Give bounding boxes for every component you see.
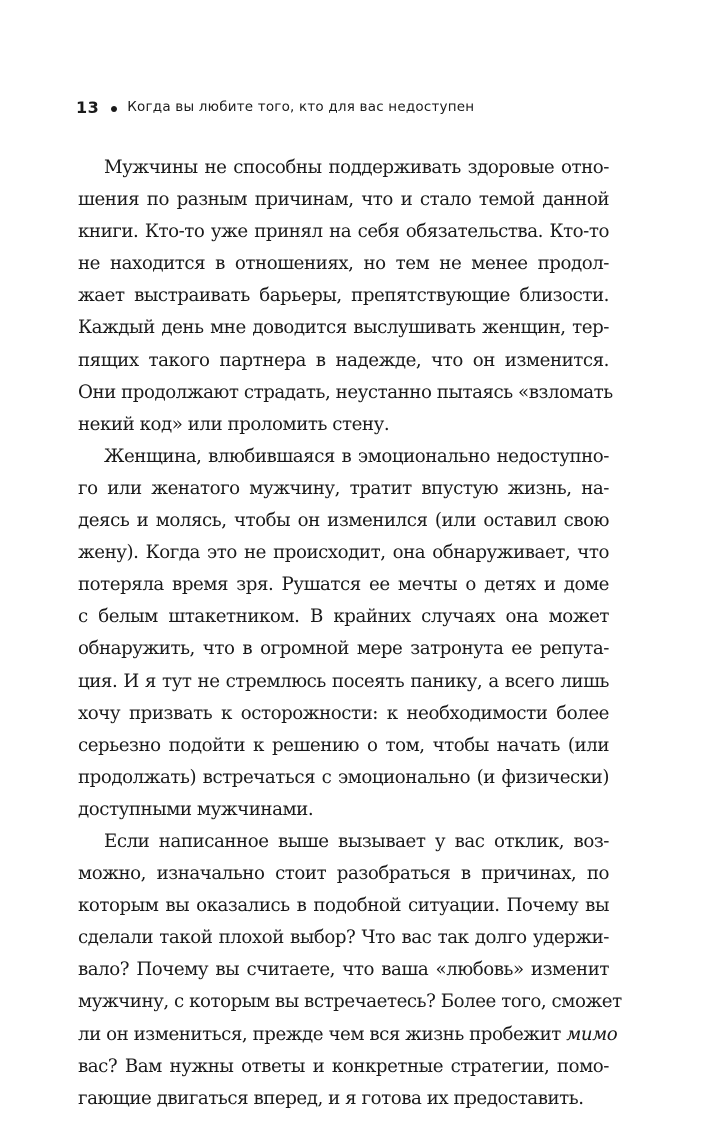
text-line: деясь и молясь, чтобы он изменился (или оставил свою bbox=[78, 510, 609, 532]
text-line: потеряла время зря. Рушатся ее мечты о детях и доме bbox=[78, 574, 609, 596]
text-line: Они продолжают страдать, неустанно пытаясь «взломать bbox=[78, 381, 613, 403]
text-line: вас? Вам нужны ответы и конкретные стратегии, помо- bbox=[78, 1055, 609, 1077]
text-line: гающие двигаться вперед, и я готова их предоставить. bbox=[78, 1087, 584, 1109]
text-line: Женщина, влюбившаяся в эмоционально недоступно- bbox=[104, 445, 609, 467]
text-line: хочу призвать к осторожности: к необходимости более bbox=[78, 702, 609, 724]
text-line: обнаружить, что в огромной мере затронута ее репута- bbox=[78, 638, 609, 660]
text-line: книги. Кто-то уже принял на себя обязательства. Кто-то bbox=[78, 221, 609, 243]
text-line: го или женатого мужчину, тратит впустую жизнь, на- bbox=[78, 477, 609, 499]
text-line: доступными мужчинами. bbox=[78, 798, 314, 820]
bullet-dot-icon bbox=[111, 106, 117, 112]
italic-word: мимо bbox=[566, 1023, 618, 1045]
text-line: с белым штакетником. В крайних случаях она может bbox=[78, 606, 609, 628]
paragraph bbox=[78, 826, 622, 1115]
text-line: Если написанное выше вызывает у вас отклик, воз- bbox=[104, 830, 609, 852]
text-line: которым вы оказались в подобной ситуации. Почему вы bbox=[78, 895, 609, 917]
page-header bbox=[76, 95, 474, 119]
text-line: не находится в отношениях, но тем не менее продол- bbox=[78, 253, 609, 275]
text-line: можно, изначально стоит разобраться в причинах, по bbox=[78, 863, 609, 885]
text-line-part: ли он измениться, прежде чем вся жизнь пробежит bbox=[78, 1023, 561, 1045]
page-number: 13 bbox=[76, 97, 100, 117]
text-line: ция. И я тут не стремлюсь посеять панику, а всего лишь bbox=[78, 670, 609, 692]
text-line: продолжать) встречаться с эмоционально (и физически) bbox=[78, 766, 609, 788]
text-line bbox=[78, 1019, 618, 1051]
text-line: сделали такой плохой выбор? Что вас так долго удержи- bbox=[78, 927, 609, 949]
text-line: серьезно подойти к решению о том, чтобы начать (или bbox=[78, 734, 609, 756]
text-line: шения по разным причинам, что и стало темой данной bbox=[78, 189, 609, 211]
running-title: Когда вы любите того, кто для вас недоступен bbox=[127, 99, 475, 115]
text-line: мужчину, с которым вы встречаетесь? Более того, сможет bbox=[78, 991, 622, 1013]
text-line: вало? Почему вы считаете, что ваша «любовь» изменит bbox=[78, 959, 609, 981]
text-line: некий код» или проломить стену. bbox=[78, 413, 390, 435]
text-line: жену). Когда это не происходит, она обнаруживает, что bbox=[78, 542, 609, 564]
text-line: пящих такого партнера в надежде, что он изменится. bbox=[78, 349, 609, 371]
body-text bbox=[78, 152, 622, 1115]
paragraph bbox=[78, 441, 609, 826]
paragraph bbox=[78, 152, 613, 441]
text-line: Каждый день мне доводится выслушивать женщин, тер- bbox=[78, 317, 609, 339]
text-line: Мужчины не способны поддерживать здоровые отно- bbox=[104, 157, 609, 178]
text-line: жает выстраивать барьеры, препятствующие близости. bbox=[78, 285, 609, 307]
